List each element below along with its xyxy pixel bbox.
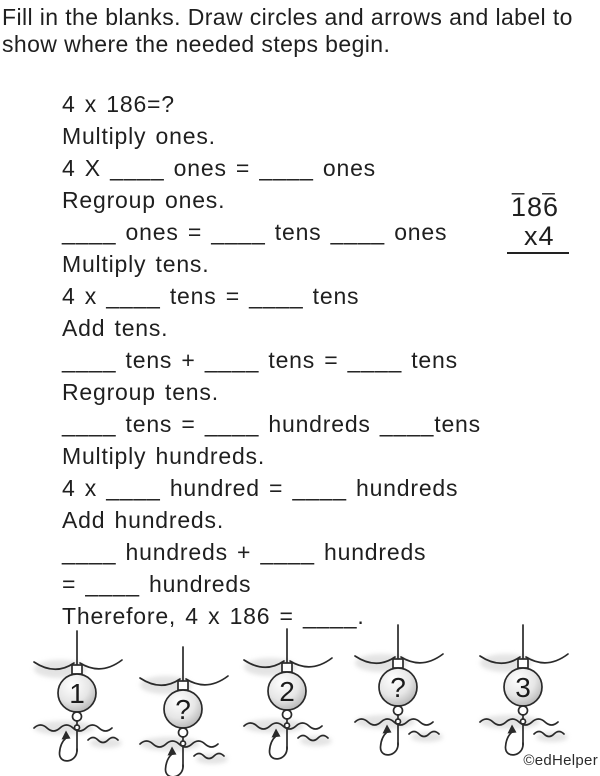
worksheet-line: 4 x ____ tens = ____ tens	[62, 283, 360, 309]
copyright-credit: ©edHelper	[523, 752, 598, 769]
bobber-number: ?	[175, 694, 191, 725]
fishing-bobber-1	[22, 631, 132, 776]
worksheet-line: = ____ hundreds	[62, 571, 252, 597]
fishing-bobber-3	[232, 629, 342, 776]
page-title-line2: show where the needed steps begin.	[2, 31, 391, 57]
multiplier-number: x4	[524, 221, 555, 251]
worksheet-line: Regroup ones.	[62, 187, 226, 213]
carry-blanks: _ _	[512, 170, 561, 195]
multiplicand-number: 186	[511, 192, 560, 222]
bobber-number: ?	[390, 672, 406, 703]
page-title	[2, 4, 596, 58]
worksheet-line: ____ ones = ____ tens ____ ones	[62, 219, 448, 245]
fishing-bobber-2	[128, 647, 238, 776]
fishing-bobber-5	[468, 625, 578, 775]
worksheet-line: ____ tens = ____ hundreds ____tens	[62, 411, 481, 437]
worksheet-line: Regroup tens.	[62, 379, 219, 405]
bobber-number: 1	[69, 678, 85, 709]
worksheet-line: Add hundreds.	[62, 507, 225, 533]
worksheet-line: Multiply hundreds.	[62, 443, 266, 469]
worksheet-line: Multiply tens.	[62, 251, 210, 277]
bobber-number: 2	[279, 676, 295, 707]
answer-rule-line	[507, 252, 569, 254]
worksheet-body	[62, 88, 532, 632]
page-title-line1: Fill in the blanks. Draw circles and arrows and label to	[2, 4, 573, 30]
fishing-bobber-4	[343, 625, 453, 775]
worksheet-line: ____ tens + ____ tens = ____ tens	[62, 347, 458, 373]
worksheet-line: 4 x ____ hundred = ____ hundreds	[62, 475, 459, 501]
worksheet-line: Multiply ones.	[62, 123, 216, 149]
worksheet-line: ____ hundreds + ____ hundreds	[62, 539, 427, 565]
worksheet-line: 4 X ____ ones = ____ ones	[62, 155, 376, 181]
worksheet-line: Add tens.	[62, 315, 169, 341]
worksheet-line: Therefore, 4 x 186 = ____.	[62, 603, 365, 629]
worksheet-line: 4 x 186=?	[62, 91, 175, 117]
bobber-number: 3	[515, 672, 531, 703]
